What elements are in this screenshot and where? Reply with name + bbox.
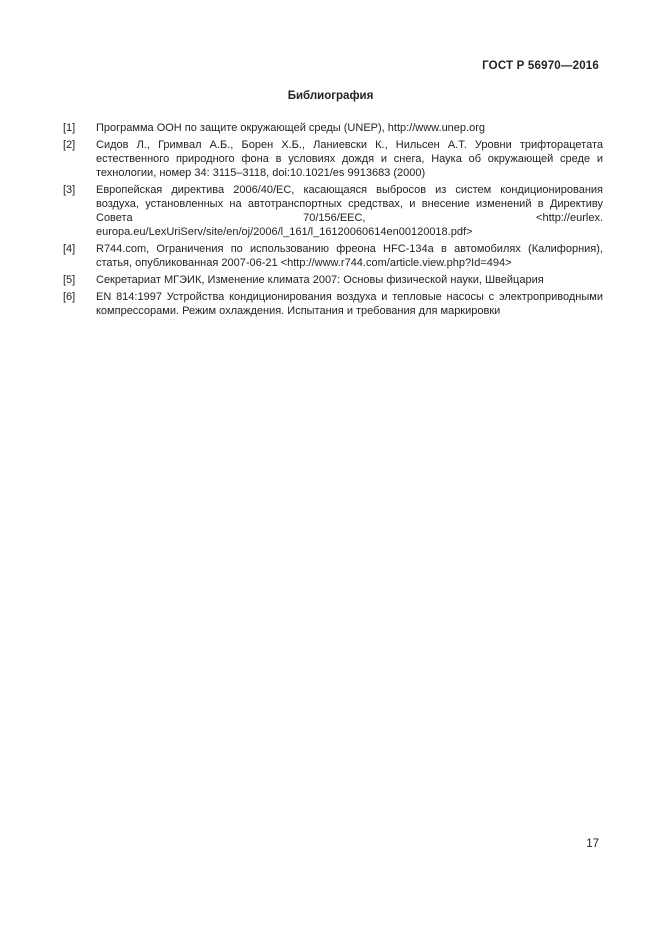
reference-item: [63, 290, 603, 318]
reference-text: Европейская директива 2006/40/ЕС, касающаяся выбросов из систем кондиционирования воздуха, установленных на автотранспортных средствах, и внесение изменений в Директиву Совета 70/156/ЕЕС, <http://eurlex. europa.eu/LexUriServ/site/en/oj/2006/l_161/l_16120060614en00120018.pdf>: [96, 184, 603, 238]
reference-text: Сидов Л., Гримвал А.Б., Борен Х.Б., Ланиевски К., Нильсен А.Т. Уровни трифторацетата естественного природного фона в условиях дождя и снега, Наука об окружающей среде и технологии, номер 34: 3115–3118, doi:10.1021/es 9913683 (2000): [96, 139, 603, 179]
page-number: 17: [586, 838, 599, 850]
reference-item: [63, 242, 603, 270]
reference-item: [63, 273, 603, 287]
document-standard-number: ГОСТ Р 56970—2016: [482, 60, 599, 72]
reference-number: [2]: [63, 139, 76, 151]
reference-text: Программа ООН по защите окружающей среды (UNEP), http://www.unep.org: [96, 122, 485, 134]
reference-number: [5]: [63, 274, 76, 286]
reference-item: [63, 138, 603, 180]
bibliography-title: Библиография: [287, 90, 374, 102]
reference-item: [63, 121, 603, 135]
reference-list: [63, 121, 603, 321]
reference-number: [4]: [63, 243, 76, 255]
reference-number: [6]: [63, 291, 76, 303]
reference-number: [1]: [63, 122, 76, 134]
reference-item: [63, 183, 603, 239]
reference-text: R744.com, Ограничения по использованию фреона HFC-134a в автомобилях (Калифорния), статья, опубликованная 2007-06-21 <http://www.r744.com/article.view.php?Id=494>: [96, 243, 603, 269]
reference-number: [3]: [63, 184, 76, 196]
reference-text: EN 814:1997 Устройства кондиционирования воздуха и тепловые насосы с электроприводными компрессорами. Режим охлаждения. Испытания и требования для маркировки: [96, 291, 603, 317]
reference-text: Секретариат МГЭИК, Изменение климата 2007: Основы физической науки, Швейцария: [96, 274, 544, 286]
